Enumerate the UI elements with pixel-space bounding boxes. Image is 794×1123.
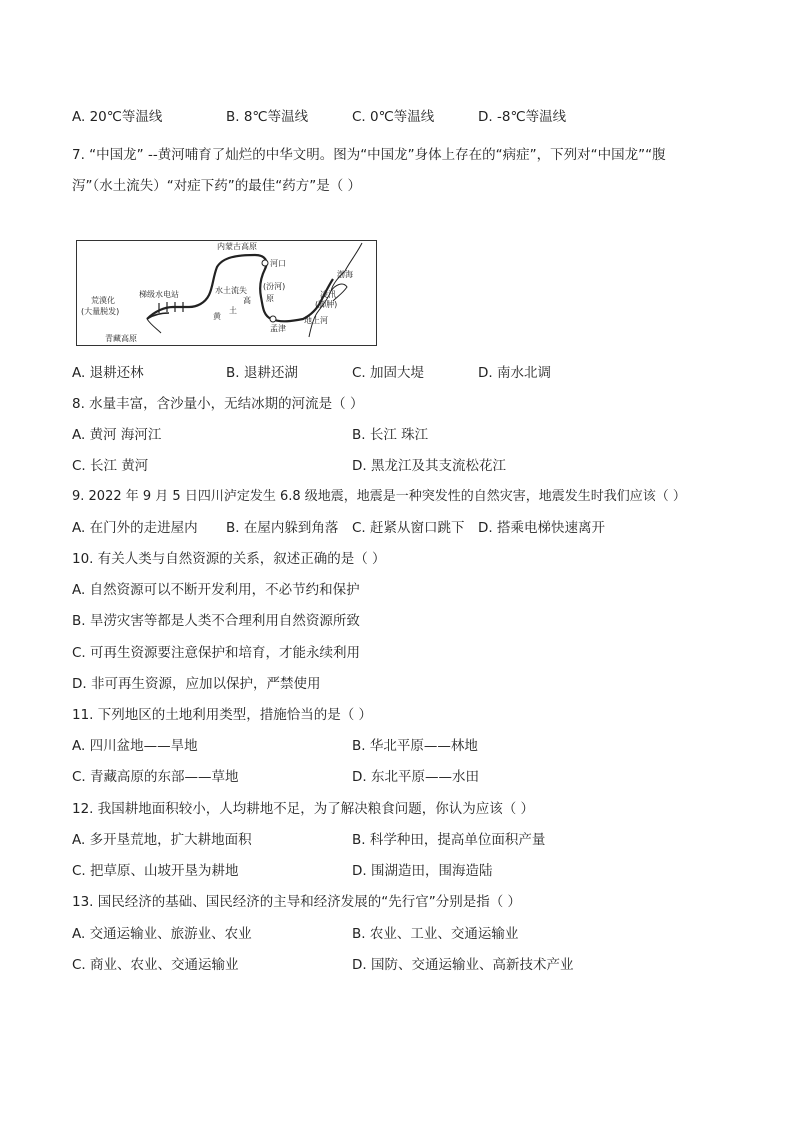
q8-option-b: B. 长江 珠江 [352, 427, 429, 443]
q6-option-b: B. 8℃等温线 [226, 109, 309, 125]
q10-option-a: A. 自然资源可以不断开发利用，不必节约和保护 [72, 582, 360, 598]
q12-option-b: B. 科学种田，提高单位面积产量 [352, 832, 546, 848]
q7-option-b: B. 退耕还湖 [226, 365, 298, 381]
q13-option-d: D. 国防、交通运输业、高新技术产业 [352, 957, 574, 973]
q10-option-c: C. 可再生资源要注意保护和培育，才能永续利用 [72, 645, 361, 661]
q11-option-c: C. 青藏高原的东部——草地 [72, 769, 239, 785]
label-hydro: 梯级水电站 [139, 290, 179, 299]
q7-option-d: D. 南水北调 [478, 365, 551, 381]
q10-stem: 10. 有关人类与自然资源的关系，叙述正确的是（ ） [72, 551, 386, 567]
label-dongxun: 凌汛 [320, 290, 336, 299]
label-huang: 黄 [213, 312, 221, 321]
q10-option-b: B. 旱涝灾害等都是人类不合理利用自然资源所致 [72, 613, 360, 629]
q9-option-b: B. 在屋内躲到角落 [226, 520, 339, 536]
label-soil-loss: 水土流失 [215, 286, 247, 295]
q12-option-c: C. 把草原、山坡开垦为耕地 [72, 863, 239, 879]
q9-option-a: A. 在门外的走进屋内 [72, 520, 198, 536]
q11-stem: 11. 下列地区的土地利用类型，措施恰当的是（ ） [72, 707, 373, 723]
yellow-river-dragon-map [76, 240, 377, 346]
q12-option-d: D. 围湖造田，围海造陆 [352, 863, 493, 879]
label-hekou: 河口 [270, 259, 286, 268]
label-qinghai: 青藏高原 [105, 334, 137, 343]
q9-stem: 9. 2022 年 9 月 5 日四川泸定发生 6.8 级地震，地震是一种突发性的自然灾害，地震发生时我们应该（ ） [72, 489, 686, 504]
label-gao: 高 [243, 296, 251, 305]
label-mengjin: 孟津 [270, 324, 286, 333]
q12-option-a: A. 多开垦荒地，扩大耕地面积 [72, 832, 252, 848]
q6-option-c: C. 0℃等温线 [352, 109, 435, 125]
q13-option-a: A. 交通运输业、旅游业、农业 [72, 926, 252, 942]
q6-option-d: D. -8℃等温线 [478, 109, 567, 125]
q10-option-d: D. 非可再生资源，应加以保护，严禁使用 [72, 676, 321, 692]
label-yuan: 原 [266, 294, 274, 303]
q8-option-d: D. 黑龙江及其支流松花江 [352, 458, 506, 474]
q9-option-c: C. 赶紧从窗口跳下 [352, 520, 465, 536]
q11-option-d: D. 东北平原——水田 [352, 769, 479, 785]
label-dishanghe: 地上河 [304, 316, 328, 325]
q8-option-c: C. 长江 黄河 [72, 458, 149, 474]
q8-stem: 8. 水量丰富，含沙量小，无结冰期的河流是（ ） [72, 396, 364, 412]
q12-stem: 12. 我国耕地面积较小，人均耕地不足，为了解决粮食问题，你认为应该（ ） [72, 801, 535, 817]
q13-option-b: B. 农业、工业、交通运输业 [352, 926, 519, 942]
q11-option-a: A. 四川盆地——旱地 [72, 738, 198, 754]
q13-option-c: C. 商业、农业、交通运输业 [72, 957, 239, 973]
q13-stem: 13. 国民经济的基础、国民经济的主导和经济发展的“先行官”分别是指（ ） [72, 894, 522, 910]
mengjin-point [270, 316, 276, 322]
label-bohai: 渤海 [337, 270, 353, 279]
q7-stem-line2: 泻”（水土流失）“对症下药”的最佳“药方”是（ ） [72, 178, 362, 194]
map-svg [77, 241, 376, 345]
source-branch [147, 319, 161, 333]
hekou-point [262, 260, 268, 266]
label-fenhe: (汾河) [263, 282, 286, 291]
q7-option-a: A. 退耕还林 [72, 365, 144, 381]
label-inner-mongolia: 内蒙古高原 [217, 242, 257, 251]
q6-option-a: A. 20℃等温线 [72, 109, 163, 125]
label-desert2: (大量脱发) [81, 307, 120, 316]
label-tu: 土 [229, 306, 237, 315]
q7-option-c: C. 加固大堤 [352, 365, 425, 381]
label-desert: 荒漠化 [91, 296, 115, 305]
label-dongxun2: (脚肿) [315, 300, 338, 309]
q7-stem-line1: 7. “中国龙” --黄河哺育了灿烂的中华文明。图为“中国龙”身体上存在的“病症”，下列对“中国龙”“腹 [72, 147, 666, 163]
q9-option-d: D. 搭乘电梯快速离开 [478, 520, 605, 536]
q11-option-b: B. 华北平原——林地 [352, 738, 478, 754]
q8-option-a: A. 黄河 海河江 [72, 427, 162, 443]
